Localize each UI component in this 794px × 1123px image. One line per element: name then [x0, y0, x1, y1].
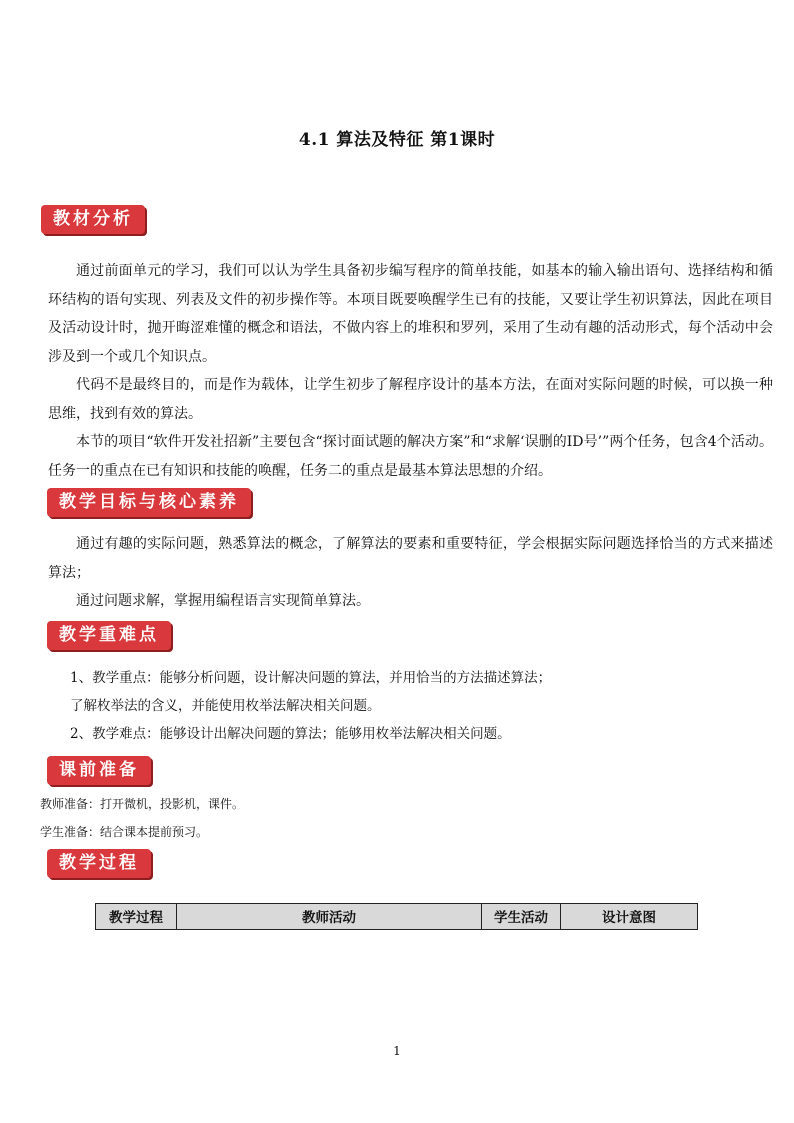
goals-paragraph: 通过问题求解，掌握用编程语言实现简单算法。 — [76, 593, 370, 609]
goals-text — [48, 530, 773, 616]
table-header-cell: 设计意图 — [561, 904, 698, 930]
table-header-cell: 学生活动 — [482, 904, 561, 930]
table-header-cell: 教学过程 — [96, 904, 177, 930]
key-point-line: 了解枚举法的含义，并能使用枚举法解决相关问题。 — [70, 698, 381, 714]
goals-paragraph: 通过有趣的实际问题，熟悉算法的概念，了解算法的要素和重要特征，学会根据实际问题选择恰当的方式来描述算法； — [48, 536, 773, 581]
page-title: 4.1 算法及特征 第1课时 — [298, 130, 496, 150]
table-header-cell: 教师活动 — [177, 904, 482, 930]
key-point-line: 1、教学重点：能够分析问题，设计解决问题的算法，并用恰当的方法描述算法； — [70, 670, 552, 686]
analysis-paragraph: 本节的项目“软件开发社招新”主要包含“探讨面试题的解决方案”和“求解‘误删的ID号’”两个任务，包含4个活动。任务一的重点在已有知识和技能的唤醒，任务二的重点是最基本算法思想的介绍。 — [48, 434, 773, 479]
section-badge-key-points: 教学重难点 — [47, 621, 171, 650]
analysis-text — [48, 257, 773, 485]
analysis-paragraph: 代码不是最终目的，而是作为载体，让学生初步了解程序设计的基本方法，在面对实际问题的时候，可以换一种思维，找到有效的算法。 — [48, 377, 773, 422]
prep-line: 教师准备：打开微机，投影机，课件。 — [40, 797, 245, 811]
process-table — [95, 903, 698, 930]
key-point-line: 2、教学难点：能够设计出解决问题的算法；能够用枚举法解决相关问题。 — [70, 726, 511, 742]
section-badge-goals: 教学目标与核心素养 — [47, 488, 251, 517]
section-badge-prep: 课前准备 — [47, 756, 151, 785]
prep-line: 学生准备：结合课本提前预习。 — [40, 825, 209, 839]
table-header-row — [96, 904, 698, 930]
section-badge-analysis: 教材分析 — [41, 205, 145, 234]
section-badge-process: 教学过程 — [47, 849, 151, 878]
page-number: 1 — [393, 1044, 401, 1058]
analysis-paragraph: 通过前面单元的学习，我们可以认为学生具备初步编写程序的简单技能，如基本的输入输出语句、选择结构和循环结构的语句实现、列表及文件的初步操作等。本项目既要唤醒学生已有的技能，又要让学生初识算法，因此在项目及活动设计时，抛开晦涩难懂的概念和语法，不做内容上的堆积和罗列，采用了生动有趣的活动形式，每个活动中会涉及到一个或几个知识点。 — [48, 263, 773, 365]
